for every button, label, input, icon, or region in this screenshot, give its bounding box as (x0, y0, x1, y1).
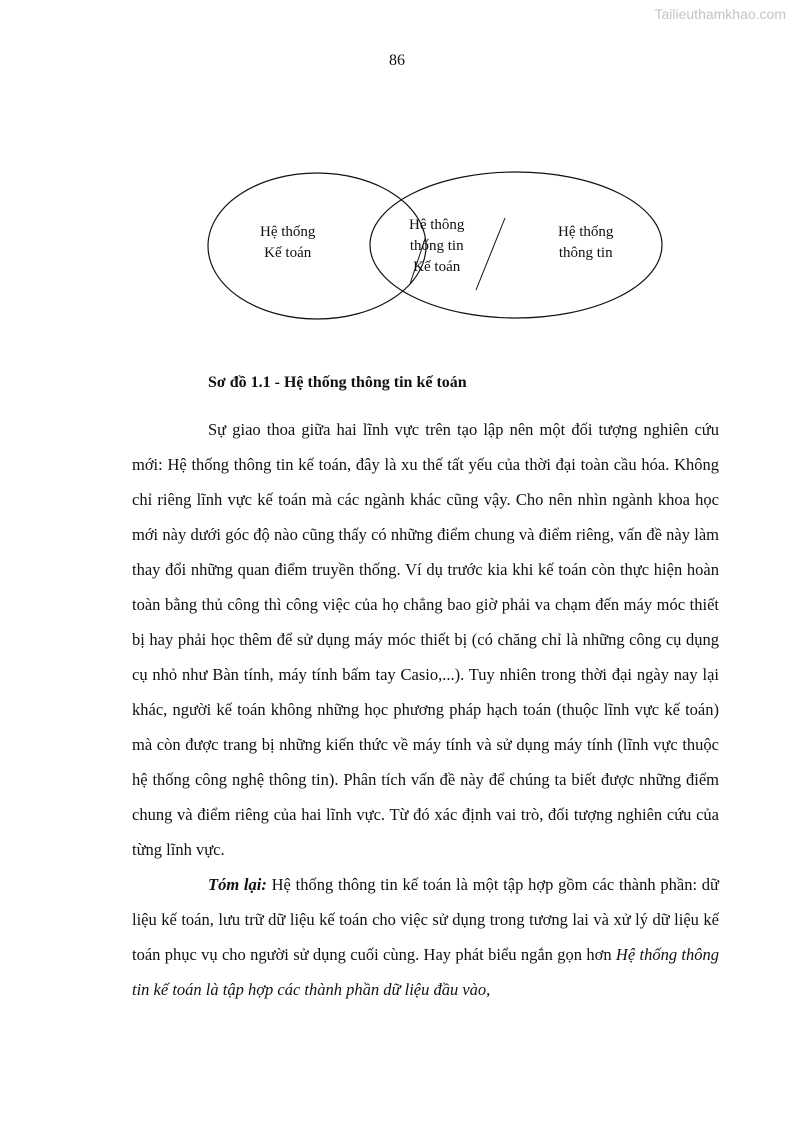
center-label-line3: Kế toán (413, 259, 461, 275)
center-label-line1: Hệ thông (409, 217, 465, 233)
center-label-line2: thống tin (409, 238, 464, 254)
figure-caption: Sơ đồ 1.1 - Hệ thống thông tin kế toán (208, 374, 467, 391)
summary-italic-definition: Hệ thống thông tin kế toán là tập hợp các thành phần dữ liệu đầu vào, (132, 945, 719, 999)
center-label (409, 215, 464, 278)
watermark: Tailieuthamkhao.com (654, 6, 786, 22)
paragraph-2 (132, 867, 719, 1007)
right-label-line2: thông tin (558, 245, 613, 261)
venn-diagram (200, 160, 700, 360)
summary-lead: Tóm lại: (208, 875, 267, 894)
page-number: 86 (389, 52, 405, 69)
paragraph-1: Sự giao thoa giữa hai lĩnh vực trên tạo lập nên một đối tượng nghiên cứu mới: Hệ thống thông tin kế toán, đây là xu thế tất yếu của thời đại toàn cầu hóa. Không chỉ riêng lĩnh vực kế toán mà các ngành khác cũng vậy. Cho nên nhìn ngành khoa học mới này dưới góc độ nào cũng thấy có những điểm chung và điểm riêng, vấn đề này làm thay đổi những quan điểm truyền thống. Ví dụ trước kia khi kế toán còn thực hiện hoàn toàn bằng thủ công thì công việc của họ chẳng bao giờ phải va chạm đến máy móc thiết bị hay phải học thêm để sử dụng máy móc thiết bị (có chăng chỉ là những công cụ dụng cụ nhỏ như Bàn tính, máy tính bấm tay Casio,...). Tuy nhiên trong thời đại ngày nay lại khác, người kế toán không những học phương pháp hạch toán (thuộc lĩnh vực kế toán) mà còn được trang bị những kiến thức về máy tính và sử dụng máy tính (lĩnh vực thuộc hệ thống công nghệ thông tin). Phân tích vấn đề này để chúng ta biết được những điểm chung và điểm riêng của hai lĩnh vực. Từ đó xác định vai trò, đối tượng nghiên cứu của từng lĩnh vực. (132, 420, 719, 859)
left-ellipse (208, 173, 426, 319)
hatch-line-4 (476, 218, 505, 290)
right-label-line1: Hệ thống (558, 224, 614, 240)
left-label (260, 222, 315, 264)
left-label-line1: Hệ thống (260, 224, 316, 240)
left-label-line2: Kế toán (264, 245, 312, 261)
right-label (558, 222, 613, 264)
body-text (132, 412, 719, 1007)
summary-text: Hệ thống thông tin kế toán là một tập hợp gồm các thành phần: dữ liệu kế toán, lưu trữ dữ liệu kế toán cho việc sử dụng trong tương lai và xử lý dữ liệu kế toán phục vụ cho người sử dụng cuối cùng. Hay phát biểu ngắn gọn hơn (132, 875, 719, 964)
